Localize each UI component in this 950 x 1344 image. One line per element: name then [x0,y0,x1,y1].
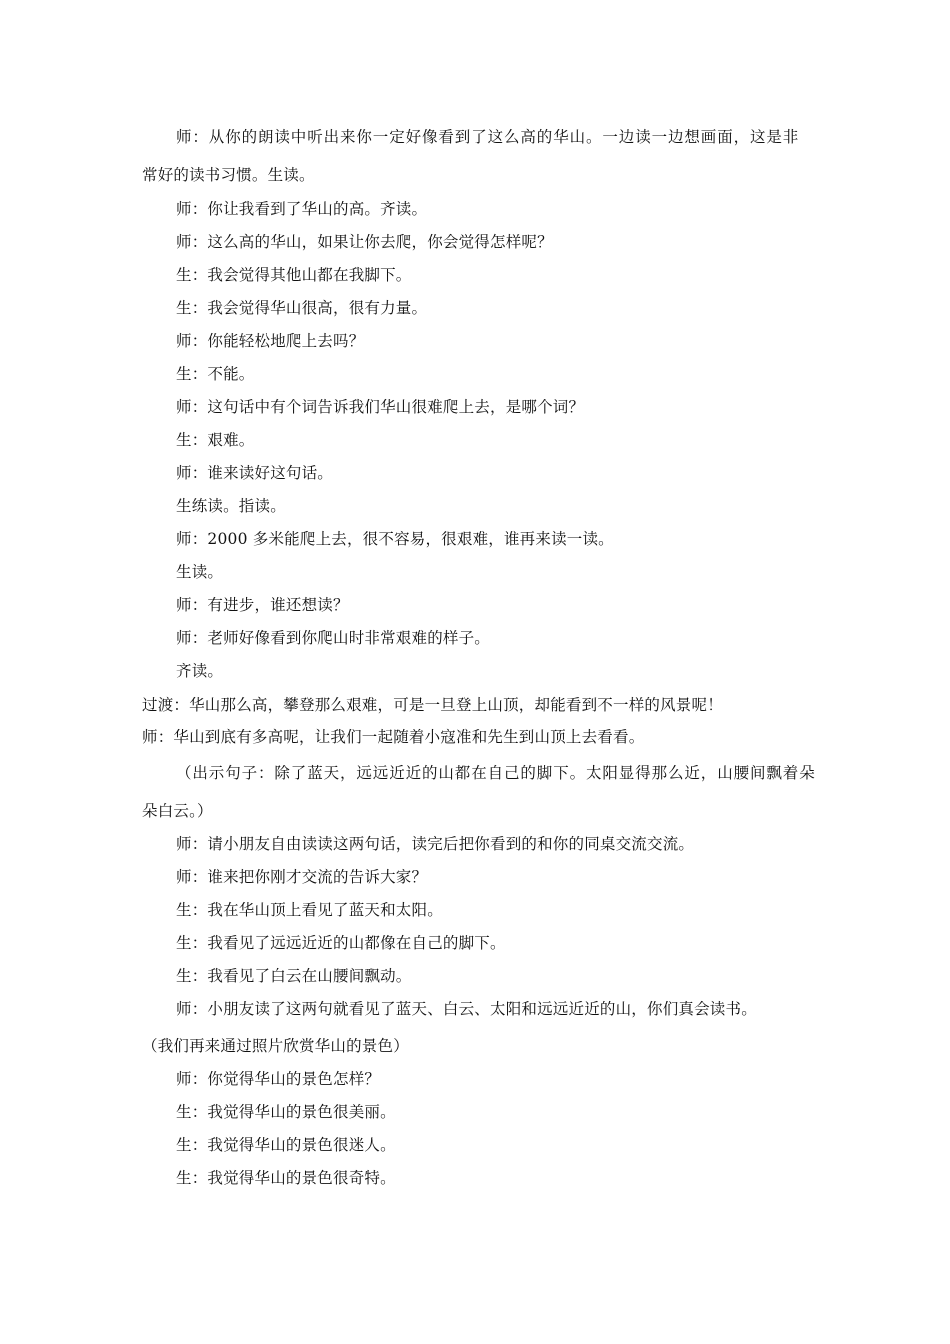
paragraph-line: 师：请小朋友自由读读这两句话，读完后把你看到的和你的同桌交流交流。 [176,835,695,853]
paragraph-line: （出示句子：除了蓝天，远远近近的山都在自己的脚下。太阳显得那么近，山腰间飘着朵 [176,764,816,782]
paragraph-line: 生：我觉得华山的景色很美丽。 [176,1103,396,1121]
paragraph-line: 师：老师好像看到你爬山时非常艰难的样子。 [176,629,491,647]
paragraph-line: 生：我看见了白云在山腰间飘动。 [176,967,412,985]
paragraph-line: （我们再来通过照片欣赏华山的景色） [142,1037,409,1055]
paragraph-line: 朵白云。） [142,802,213,820]
paragraph-line: 齐读。 [176,662,224,680]
paragraph-line: 生：我觉得华山的景色很迷人。 [176,1136,396,1154]
paragraph-line: 师：华山到底有多高呢，让我们一起随着小寇准和先生到山顶上去看看。 [142,728,645,746]
paragraph-line: 师：2000 多米能爬上去，很不容易，很艰难，谁再来读一读。 [176,530,614,548]
paragraph-line: 师：有进步，谁还想读？ [176,596,349,614]
paragraph-line: 师：你觉得华山的景色怎样？ [176,1070,381,1088]
paragraph-line: 生：艰难。 [176,431,255,449]
paragraph-line: 师：从你的朗读中听出来你一定好像看到了这么高的华山。一边读一边想画面，这是非 [176,128,800,146]
paragraph-line: 生：我在华山顶上看见了蓝天和太阳。 [176,901,443,919]
paragraph-line: 生练读。指读。 [176,497,286,515]
paragraph-line: 生：我看见了远远近近的山都像在自己的脚下。 [176,934,506,952]
paragraph-line: 师：谁来读好这句话。 [176,464,334,482]
paragraph-line: 生读。 [176,563,224,581]
paragraph-line: 师：小朋友读了这两句就看见了蓝天、白云、太阳和远远近近的山，你们真会读书。 [176,1000,757,1018]
paragraph-line: 师：谁来把你刚才交流的告诉大家？ [176,868,428,886]
paragraph-line: 生：我会觉得华山很高，很有力量。 [176,299,428,317]
paragraph-line: 师：你让我看到了华山的高。齐读。 [176,200,428,218]
paragraph-line: 常好的读书习惯。生读。 [142,166,315,184]
paragraph-line: 生：我会觉得其他山都在我脚下。 [176,266,412,284]
paragraph-line: 师：你能轻松地爬上去吗？ [176,332,365,350]
paragraph-line: 师：这句话中有个词告诉我们华山很难爬上去，是哪个词？ [176,398,585,416]
paragraph-line: 师：这么高的华山，如果让你去爬，你会觉得怎样呢？ [176,233,553,251]
paragraph-line: 过渡：华山那么高，攀登那么艰难，可是一旦登上山顶，却能看到不一样的风景呢！ [142,696,723,714]
paragraph-line: 生：我觉得华山的景色很奇特。 [176,1169,396,1187]
paragraph-line: 生：不能。 [176,365,255,383]
